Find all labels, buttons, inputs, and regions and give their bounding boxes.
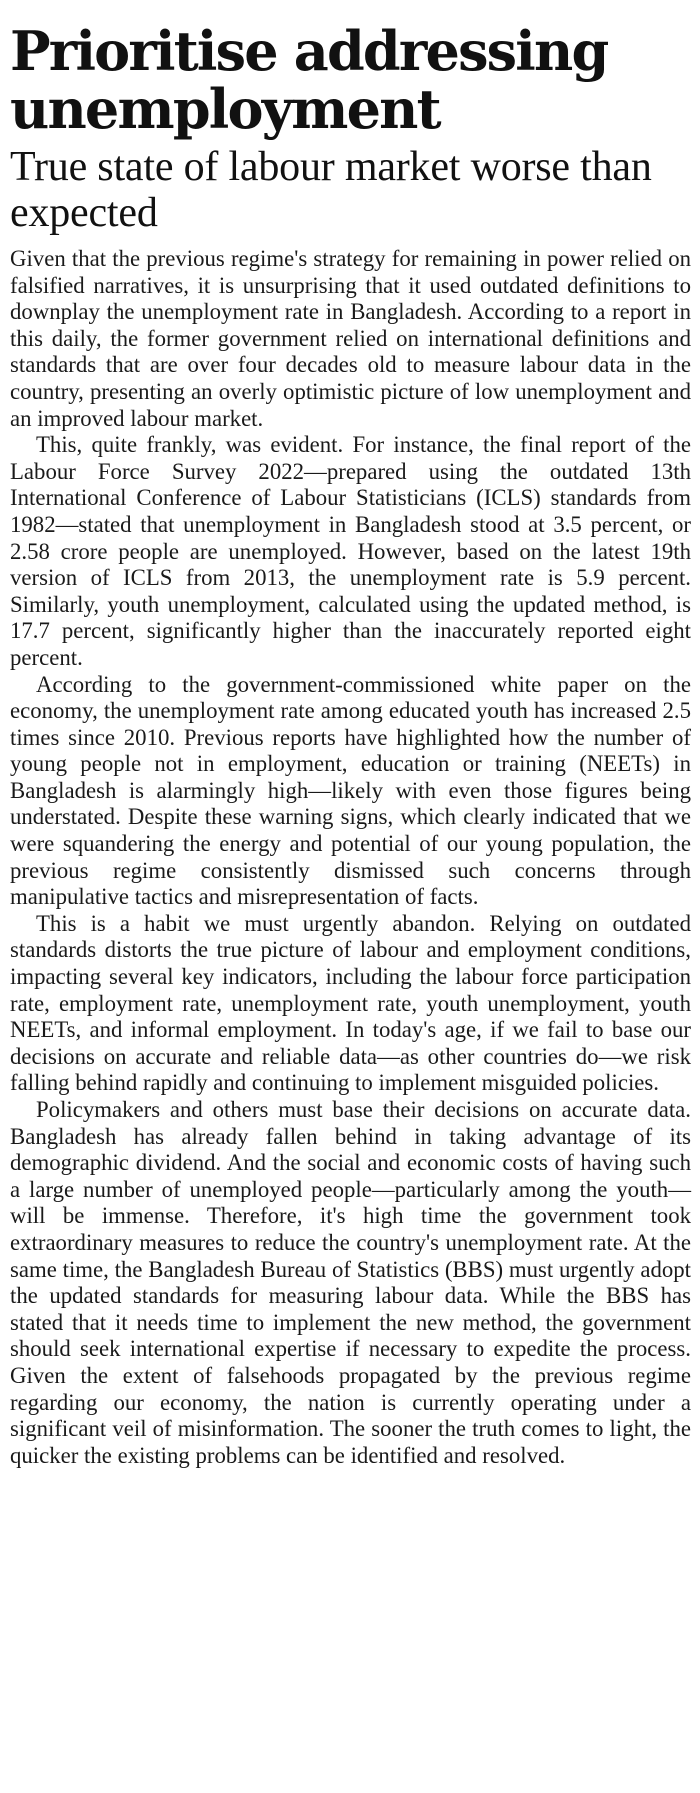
body-paragraph-3: According to the government-commissioned white paper on the economy, the unemployment rate among educated youth has increased 2.5 times since 2010. Previous reports have highlighted how the number of young people not in employment, education or training (NEETs) in Bangladesh is alarmingly high—likely with even those figures being understated. Despite these warning signs, which clearly indicated that we were squandering the energy and potential of our young population, the previous regime consistently dismissed such concerns through manipulative tactics and misrepresentation of facts. [10, 671, 691, 910]
body-paragraph-1: Given that the previous regime's strategy for remaining in power relied on falsified narratives, it is unsurprising that it used outdated definitions to downplay the unemployment rate in Bangladesh. According to a report in this daily, the former government relied on international definitions and standards that are over four decades old to measure labour data in the country, presenting an overly optimistic picture of low unemployment and an improved labour market. [10, 246, 691, 431]
body-paragraph-2: This, quite frankly, was evident. For instance, the final report of the Labour Force Survey 2022—prepared using the outdated 13th International Conference of Labour Statisticians (ICLS) standards from 1982—stated that unemployment in Bangladesh stood at 3.5 percent, or 2.58 crore people are unemployed. However, based on the latest 19th version of ICLS from 2013, the unemployment rate is 5.9 percent. Similarly, youth unemployment, calculated using the updated method, is 17.7 percent, significantly higher than the inaccurately reported eight percent. [10, 432, 691, 670]
article-body [10, 246, 691, 1469]
headline: Prioritise addressing unemployment [10, 19, 608, 141]
body-paragraph-4: This is a habit we must urgently abandon. Relying on outdated standards distorts the true picture of labour and employment conditions, impacting several key indicators, including the labour force participation rate, employment rate, unemployment rate, youth unemployment, youth NEETs, and informal employment. In today's age, if we fail to base our decisions on accurate and reliable data—as other countries do—we risk falling behind rapidly and continuing to implement misguided policies. [10, 910, 691, 1096]
body-paragraph-5: Policymakers and others must base their decisions on accurate data. Bangladesh has already fallen behind in taking advantage of its demographic dividend. And the social and economic costs of having such a large number of unemployed people—particularly among the youth—will be immense. Therefore, it's high time the government took extraordinary measures to reduce the country's unemployment rate. At the same time, the Bangladesh Bureau of Statistics (BBS) must urgently adopt the updated standards for measuring labour data. While the BBS has stated that it needs time to implement the new method, the government should seek international expertise if necessary to expedite the process. Given the extent of falsehoods propagated by the previous regime regarding our economy, the nation is currently operating under a significant veil of misinformation. The sooner the truth comes to light, the quicker the existing problems can be identified and resolved. [10, 1097, 691, 1468]
subheadline: True state of labour market worse than expected [10, 144, 652, 236]
